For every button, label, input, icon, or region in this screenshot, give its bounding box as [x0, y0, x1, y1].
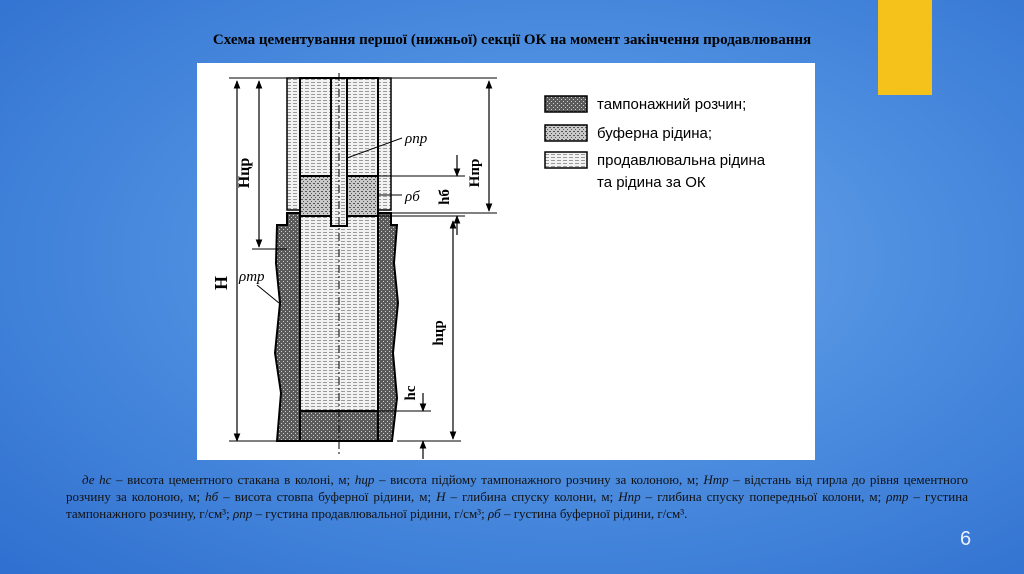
dim-h-c: hс	[403, 385, 419, 401]
dim-h-cp: hцр	[431, 320, 447, 346]
legend-label-buffer: буферна рідина;	[597, 125, 713, 142]
legend-label-displace: продавлювальна рідина	[597, 152, 766, 169]
legend-label-cement: тампонажний розчин;	[597, 96, 747, 113]
upper-annulus-fluid-right	[377, 78, 391, 210]
page-number: 6	[960, 528, 972, 550]
caption: де hс – висота цементного стакана в колоні, м; hцр – висота підйому тампонажного розчину за колоною, м; Нтр – відстань від гирла до рівня цементного розчину за колоною, м; hб – висота стовпа буферної рідини, м; Н – глибина спуску колони, м; Нпр – глибина спуску попередньої колони, м; ρтр – густина тампонажного розчину, г/см³; ρпр – густина продавлювальної рідини, г/см³; ρб – густина буферної рідини, г/см³.	[66, 472, 968, 521]
legend-label-displace-cont: та рідина за ОК	[597, 174, 706, 191]
legend-swatch-buffer	[545, 125, 587, 141]
legend-swatch-cement	[545, 96, 587, 112]
dim-H-np: Нпр	[467, 158, 483, 188]
rho-tr-label: ρтр	[239, 269, 265, 285]
legend-swatch-displace	[545, 152, 587, 168]
upper-annulus-fluid	[287, 78, 301, 210]
dim-h-b: hб	[437, 189, 453, 205]
cementing-diagram	[197, 63, 815, 460]
slide-title: Схема цементування першої (нижньої) секції ОК на момент закінчення продавлювання	[212, 32, 812, 48]
dim-H-cp: Нцр	[236, 157, 253, 189]
dim-H: H	[211, 275, 231, 291]
rho-pr-label: ρпр	[405, 131, 428, 147]
rho-b-label: ρб	[405, 189, 420, 205]
